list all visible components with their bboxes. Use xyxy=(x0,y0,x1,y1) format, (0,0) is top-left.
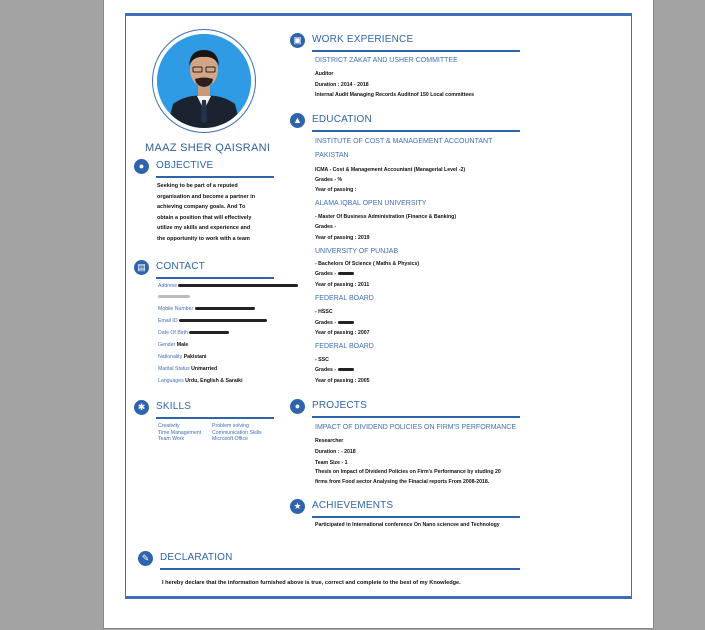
contact-title: CONTACT xyxy=(156,261,205,272)
mobile-row: Mobile Number xyxy=(158,306,255,312)
work-title: WORK EXPERIENCE xyxy=(312,34,414,45)
edu4-grade-row: Grades - xyxy=(315,320,354,326)
project-name: IMPACT OF DIVIDEND POLICIES ON FIRM'S PERFORMANCE xyxy=(315,424,516,431)
edu1-grade: Grades - % xyxy=(315,177,343,183)
achievements-title: ACHIEVEMENTS xyxy=(312,500,394,511)
education-section xyxy=(290,113,522,133)
objective-text: Seeking to be part of a reputed organisation and become a partner in achieving company goals. And To obtain a position that will effectively utilize my skills and experience and the opportunity to work with a team xyxy=(157,183,256,242)
project-duration: Duration : - 2018 xyxy=(315,449,356,455)
work-desc: Internal Audit Managing Records Auditnof 150 Local committees xyxy=(315,92,475,98)
lightbulb-icon: ✱ xyxy=(134,400,149,415)
project-team: Team Size - 1 xyxy=(315,460,348,466)
declaration-title: DECLARATION xyxy=(160,552,233,563)
work-section xyxy=(290,33,522,53)
contact-rule xyxy=(156,277,274,279)
edu4-degree: - HSSC xyxy=(315,309,333,315)
address-row: Address xyxy=(158,283,298,289)
work-role: Auditor xyxy=(315,71,334,77)
project-desc-1: Thesis on Impact of Dividend Policies on Firm's Performance by studing 20 xyxy=(315,469,501,475)
profile-photo xyxy=(152,29,256,133)
left-border xyxy=(125,16,126,596)
education-title: EDUCATION xyxy=(312,114,372,125)
declaration-text: I hereby declare that the information furnished above is true, correct and complete to the best of my Knowledge. xyxy=(162,580,461,586)
declaration-section xyxy=(138,551,528,571)
edu5-org: FEDERAL BOARD xyxy=(315,343,374,350)
address-line-2 xyxy=(158,294,190,300)
signature-icon: ✎ xyxy=(138,551,153,566)
skills-section xyxy=(134,400,279,420)
skills-col-1: Creativity Time Management Team Work xyxy=(158,423,202,442)
person-name: MAAZ SHER QAISRANI xyxy=(145,142,271,154)
edu1-org-line1: INSTITUTE OF COST & MANAGEMENT ACCOUNTANT xyxy=(315,138,493,145)
dob-row: Date Of Birth xyxy=(158,330,229,336)
edu4-org: FEDERAL BOARD xyxy=(315,295,374,302)
edu1-org-line2: PAKISTAN xyxy=(315,152,349,159)
work-duration: Duration : 2014 - 2018 xyxy=(315,82,369,88)
nationality-row: Nationality Pakistani xyxy=(158,354,207,360)
edu5-year: Year of passing : 2005 xyxy=(315,378,370,384)
redacted-email xyxy=(179,319,267,322)
projects-title: PROJECTS xyxy=(312,400,367,411)
resume-page xyxy=(103,0,654,629)
achievements-rule xyxy=(312,516,520,518)
skills-rule xyxy=(156,417,274,419)
briefcase-icon: ▣ xyxy=(290,33,305,48)
edu5-grade-row: Grades - xyxy=(315,367,354,373)
edu2-grade: Grades - xyxy=(315,224,337,230)
languages-row: Languages Urdu, English & Saraiki xyxy=(158,378,243,384)
work-rule xyxy=(312,50,520,52)
edu4-year: Year of passing : 2007 xyxy=(315,330,370,336)
contact-section xyxy=(134,260,279,280)
gender-row: Gender Male xyxy=(158,342,189,348)
project-desc-2: firms from Food sector Analysing the Finacial reports From 2008-2018. xyxy=(315,479,490,485)
right-border xyxy=(631,16,632,596)
marital-row: Marital Status Unmarried xyxy=(158,366,218,372)
trophy-icon: ★ xyxy=(290,499,305,514)
work-org: DISTRICT ZAKAT AND USHER COMMITTEE xyxy=(315,57,458,64)
person-icon: ● xyxy=(134,159,149,174)
edu1-year: Year of passing : xyxy=(315,187,357,193)
redacted-dob xyxy=(189,331,229,334)
team-icon: ● xyxy=(290,399,305,414)
skills-col-2: Problem solving Communication Skills Microsoft Office xyxy=(212,423,262,442)
top-border xyxy=(125,13,632,16)
skills-title: SKILLS xyxy=(156,401,192,412)
objective-section xyxy=(134,159,279,179)
education-rule xyxy=(312,130,520,132)
edu3-org: UNIVERSITY OF PUNJAB xyxy=(315,248,399,255)
achievements-text: Participated in International conference On Nano sciencee and Technology xyxy=(315,522,500,528)
edu2-org: ALAMA IQBAL OPEN UNIVERSITY xyxy=(315,200,427,207)
projects-rule xyxy=(312,416,520,418)
edu2-year: Year of passing : 2019 xyxy=(315,235,370,241)
id-card-icon: ▤ xyxy=(134,260,149,275)
email-row: Email ID xyxy=(158,318,267,324)
redacted-mobile xyxy=(195,307,255,310)
project-role: Researcher xyxy=(315,438,344,444)
objective-title: OBJECTIVE xyxy=(156,160,214,171)
edu3-degree: - Bachelors Of Science ( Maths & Physics) xyxy=(315,261,420,267)
edu2-degree: - Master Of Business Administration (Finance & Banking) xyxy=(315,214,457,220)
bottom-border xyxy=(125,596,632,599)
redacted-address xyxy=(178,284,298,287)
edu3-year: Year of passing : 2011 xyxy=(315,282,370,288)
objective-rule xyxy=(156,176,274,178)
projects-section xyxy=(290,399,522,419)
edu3-grade-row: Grades - xyxy=(315,271,354,277)
declaration-rule xyxy=(160,568,520,570)
achievements-section xyxy=(290,499,522,519)
edu5-degree: - SSC xyxy=(315,357,329,363)
graduation-cap-icon: ▲ xyxy=(290,113,305,128)
edu1-degree: ICMA - Cost & Management Accountant (Managerial Level -2) xyxy=(315,167,466,173)
